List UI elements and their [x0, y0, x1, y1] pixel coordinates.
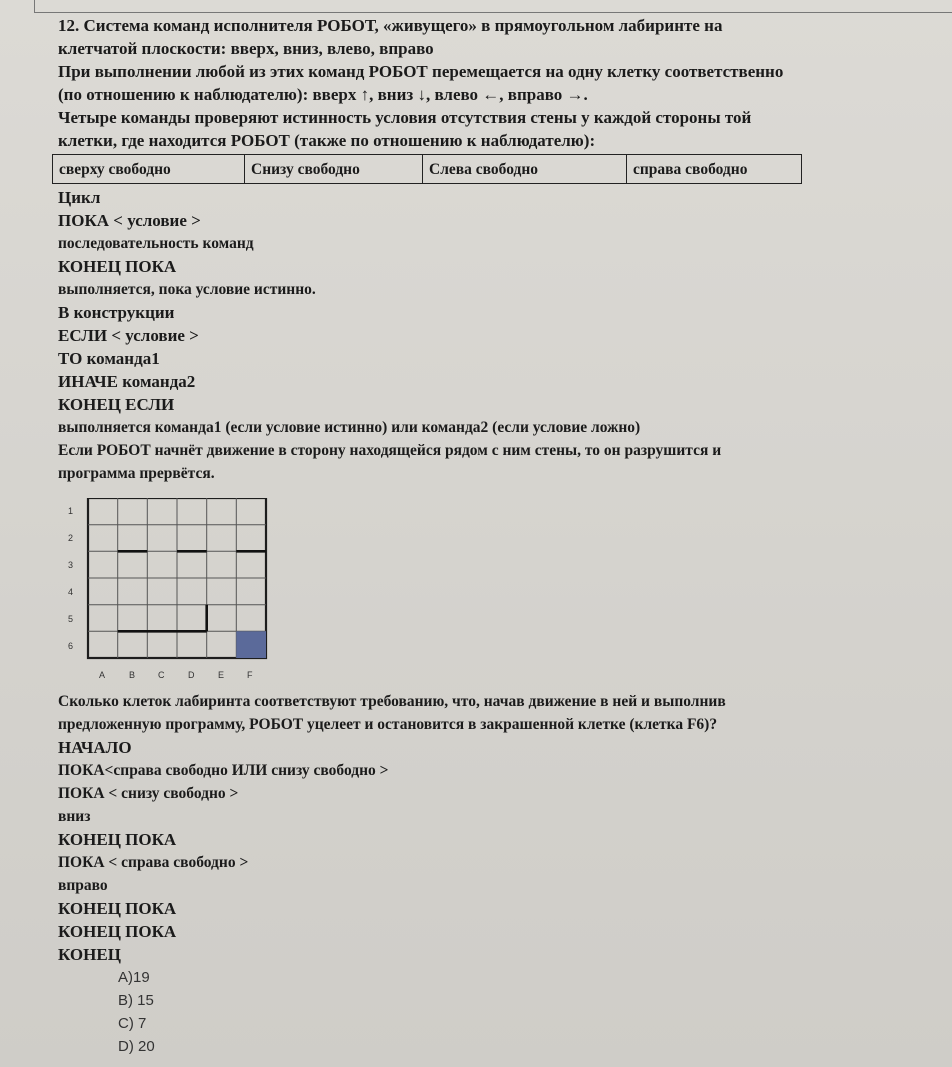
explanation-line: ПОКА < условие > [58, 211, 201, 230]
program-line: ПОКА < справа свободно > [58, 854, 249, 871]
answer-option-a[interactable]: A)19 [118, 969, 150, 986]
maze-walls [118, 551, 266, 631]
explanation-line: В конструкции [58, 303, 175, 322]
explanation-line: ТО команда1 [58, 349, 160, 368]
program-line: вправо [58, 877, 108, 894]
program-line: КОНЕЦ ПОКА [58, 922, 177, 941]
maze-col-label: F [247, 670, 253, 680]
explanation-line: выполняется, пока условие истинно. [58, 281, 316, 298]
maze-target-cell-f6 [236, 631, 266, 658]
maze-row-label: 4 [68, 587, 74, 597]
problem-line: Четыре команды проверяют истинность условия отсутствия стены у каждой стороны той [58, 108, 752, 127]
explanation-line: последовательность команд [58, 235, 254, 252]
answer-option-c[interactable]: C) 7 [118, 1015, 147, 1032]
program-line: ПОКА<справа свободно ИЛИ снизу свободно > [58, 762, 389, 779]
problem-line: клетки, где находится РОБОТ (также по отношению к наблюдателю): [58, 131, 596, 150]
program-line: КОНЕЦ [58, 945, 121, 964]
problem-line: (по отношению к наблюдателю): вверх ↑, вниз ↓, влево ←, вправо →. [58, 85, 588, 104]
maze-row-label: 2 [68, 533, 74, 543]
maze-col-label: C [158, 670, 165, 680]
explanation-line: ЕСЛИ < условие > [58, 326, 199, 345]
program-line: ПОКА < снизу свободно > [58, 785, 239, 802]
maze-row-label: 5 [68, 614, 74, 624]
maze-col-label: E [218, 670, 225, 680]
condition-down-cell: Снизу свободно [245, 155, 423, 183]
maze-grid [60, 498, 280, 673]
maze-col-label: D [188, 670, 195, 680]
problem-line: 12. Система команд исполнителя РОБОТ, «живущего» в прямоугольном лабиринте на [58, 16, 723, 35]
maze-figure [60, 498, 280, 688]
question-block [58, 690, 938, 1058]
explanation-line: Цикл [58, 188, 101, 207]
maze-row-label: 3 [68, 560, 74, 570]
problem-text [58, 14, 928, 485]
problem-line: клетчатой плоскости: вверх, вниз, влево, вправо [58, 39, 434, 58]
condition-up-cell: сверху свободно [53, 155, 245, 183]
program-line: НАЧАЛО [58, 738, 132, 757]
explanation-line: ИНАЧЕ команда2 [58, 372, 196, 391]
explanation-line: КОНЕЦ ЕСЛИ [58, 395, 175, 414]
program-line: вниз [58, 808, 91, 825]
maze-row-label: 6 [68, 641, 74, 651]
program-line: КОНЕЦ ПОКА [58, 830, 177, 849]
explanation-line: КОНЕЦ ПОКА [58, 257, 177, 276]
condition-left-cell: Слева свободно [423, 155, 627, 183]
maze-row-label: 1 [68, 506, 74, 516]
conditions-table [52, 154, 802, 184]
question-line: предложенную программу, РОБОТ уцелеет и остановится в закрашенной клетке (клетка F6)? [58, 716, 718, 733]
program-line: КОНЕЦ ПОКА [58, 899, 177, 918]
question-line: Сколько клеток лабиринта соответствуют требованию, что, начав движение в ней и выполнив [58, 693, 726, 710]
answer-option-b[interactable]: B) 15 [118, 992, 154, 1009]
problem-line: При выполнении любой из этих команд РОБОТ перемещается на одну клетку соответственно [58, 62, 784, 81]
maze-col-label: A [99, 670, 106, 680]
explanation-line: Если РОБОТ начнёт движение в сторону находящейся рядом с ним стены, то он разрушится и [58, 442, 722, 459]
explanation-line: выполняется команда1 (если условие истинно) или команда2 (если условие ложно) [58, 419, 641, 436]
condition-right-cell: справа свободно [633, 161, 748, 178]
maze-col-label: B [129, 670, 136, 680]
answer-option-d[interactable]: D) 20 [118, 1038, 155, 1055]
explanation-line: программа прервётся. [58, 465, 215, 482]
page-top-border [34, 0, 952, 13]
